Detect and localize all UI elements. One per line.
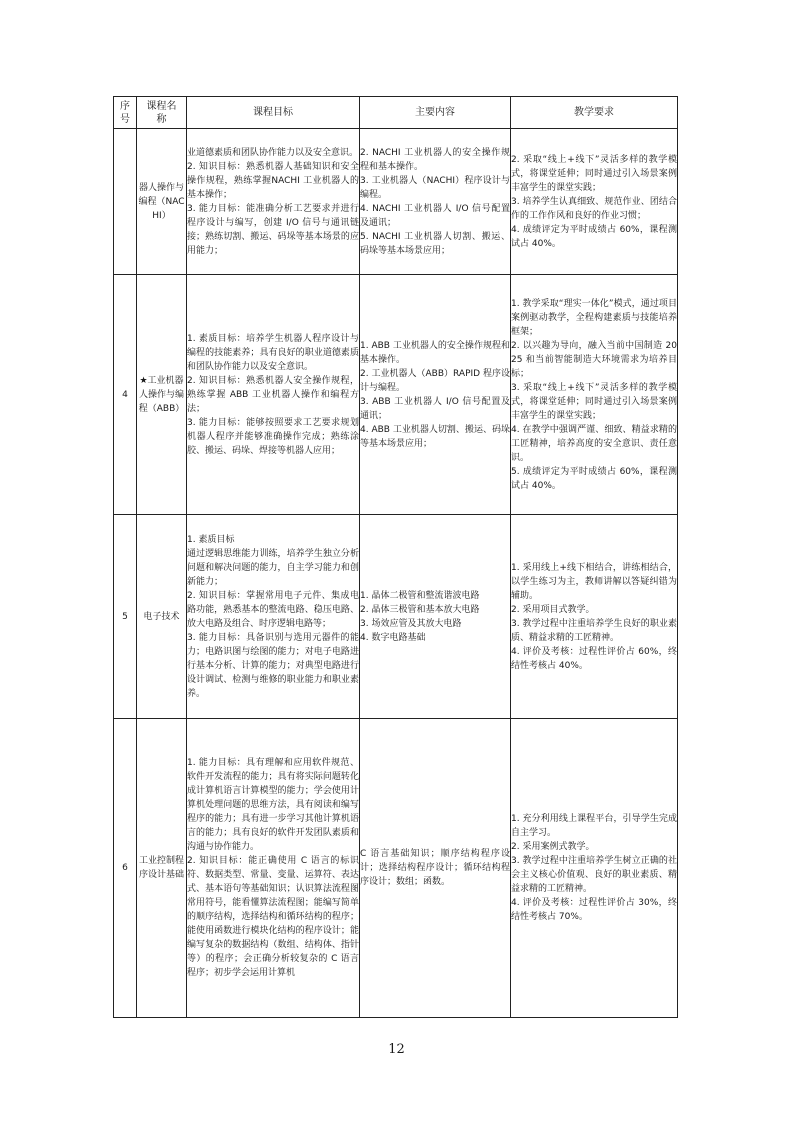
content-line: C 语言基础知识；顺序结构程序设计；选择结构程序设计；循环结构程序设计；数组；函数。 (360, 849, 510, 887)
row-number: 4 (114, 275, 137, 515)
row-number: 6 (114, 719, 137, 1018)
course-goal (187, 129, 360, 275)
req-line: 1. 采用线上+线下相结合，讲练相结合，以学生练习为主，教师讲解以答疑纠错为辅助。 (511, 562, 677, 601)
course-requirements (511, 719, 678, 1018)
goal-line: 3. 能力目标：能准确分析工艺要求并进行程序设计与编写，创建 I/O 信号与通讯链接；熟练切割、搬运、码垛等基本场景的应用能力； (187, 203, 359, 256)
content-line: 3. 场效应管及其放大电路 (360, 618, 462, 629)
course-content (360, 129, 511, 275)
course-requirements (511, 275, 678, 515)
content-line: 1. 晶体二极管和整流谐波电路 (360, 590, 480, 601)
goal-line: 1. 能力目标：具有理解和应用软件规范、软件开发流程的能力；具有将实际问题转化成计算机语言计算模型的能力；学会使用计算机处理问题的思维方法，具有阅读和编写程序的能力；具有进一步学习其他计算机语言的能力；具有良好的软件开发团队素质和沟通与协作能力。 (187, 758, 359, 852)
course-name: 器人操作与编程（NACHI） (137, 129, 187, 275)
goal-line: 2. 知识目标：掌握常用电子元件、集成电路功能，熟悉基本的整流电路、稳压电路、放大电路及组合、时序逻辑电路等； (187, 590, 359, 629)
course-content (360, 515, 511, 719)
course-table (113, 96, 678, 1018)
course-requirements (511, 129, 678, 275)
req-line: 4. 在教学中强调严谨、细致、精益求精的工匠精神，培养高度的安全意识、责任意识。 (511, 424, 677, 463)
goal-line: 3. 能力目标：具备识别与选用元器件的能力；电路识图与绘图的能力；对电子电路进行基本分析、计算的能力；对典型电路进行设计调试、检测与维修的职业能力和职业素养。 (187, 632, 359, 699)
req-line: 3. 采取“线上+线下”灵活多样的教学模式，将课堂延伸；同时通过引入场景案例丰富学生的课堂实践； (511, 382, 677, 421)
req-line: 4. 评价及考核：过程性评价占 60%，终结性考核占 40%。 (511, 646, 677, 671)
table-row (114, 275, 678, 515)
req-line: 3. 教学过程中注重培养学生良好的职业素质、精益求精的工匠精神。 (511, 618, 677, 643)
course-requirements (511, 515, 678, 719)
goal-line: 3. 能力目标：能够按照要求工艺要求规划机器人程序并能够准确操作完成；熟练涂胶、搬运、码垛、焊接等机器人应用； (187, 417, 359, 456)
course-content (360, 719, 511, 1018)
req-line: 2. 以兴趣为导向，融入当前中国制造 2025 和当前智能制造大环境需求为培养目标； (511, 340, 677, 379)
req-line: 1. 充分利用线上课程平台，引导学生完成自主学习。 (511, 814, 677, 838)
table-row (114, 129, 678, 275)
header-content: 主要内容 (360, 97, 511, 129)
course-content (360, 275, 511, 515)
header-req: 教学要求 (511, 97, 678, 129)
goal-line: 2. 知识目标：熟悉机器人安全操作规程，熟练掌握 ABB 工业机器人操作和编程方法； (187, 375, 359, 414)
req-line: 3. 培养学生认真细致、规范作业、团结合作的工作作风和良好的作业习惯； (511, 196, 677, 221)
content-line: 4. ABB 工业机器人切割、搬运、码垛等基本场景应用； (360, 424, 510, 449)
content-line: 4. 数字电路基础 (360, 632, 426, 643)
req-line: 5. 成绩评定为平时成绩占 60%，课程测试占 40%。 (511, 466, 677, 491)
req-line: 3. 教学过程中注重培养学生树立正确的社会主义核心价值观、良好的职业素质、精益求精的工匠精神。 (511, 856, 677, 894)
goal-line: 2. 知识目标：能正确使用 C 语言的标识符、数据类型、常量、变量、运算符、表达式、基本语句等基础知识；认识算法流程图常用符号，能看懂算法流程图；能编写简单的顺序结构，选择结构和循环结构的程序；能使用函数进行模块化结构的程序设计；能编写复杂的数据结构（数组、结构体、指针等）的程序；会正确分析较复杂的 C 语言程序；初步学会运用计算机 (187, 856, 359, 978)
header-no: 序号 (114, 97, 137, 129)
content-line: 1. ABB 工业机器人的安全操作规程和基本操作。 (360, 340, 510, 365)
course-name: 工业控制程序设计基础 (137, 719, 187, 1018)
content-line: 4. NACHI 工业机器人 I/O 信号配置及通讯； (360, 203, 510, 228)
content-line: 2. 工业机器人（ABB）RAPID 程序设计与编程。 (360, 368, 510, 393)
table-row (114, 719, 678, 1018)
content-line: 2. NACHI 工业机器人的安全操作规程和基本操作。 (360, 147, 510, 172)
req-line: 4. 评价及考核：过程性评价占 30%，终结性考核占 70%。 (511, 898, 677, 922)
goal-line: 1. 素质目标 (187, 534, 235, 545)
content-line: 3. 工业机器人（NACHI）程序设计与编程。 (360, 175, 510, 200)
goal-line: 业道德素质和团队协作能力以及安全意识。 (187, 147, 359, 158)
content-line: 5. NACHI 工业机器人切割、搬运、码垛等基本场景应用； (360, 231, 510, 256)
course-name: 电子技术 (137, 515, 187, 719)
req-line: 4. 成绩评定为平时成绩占 60%，课程测试占 40%。 (511, 224, 677, 249)
table-row (114, 515, 678, 719)
header-name: 课程名称 (137, 97, 187, 129)
table-header-row (114, 97, 678, 129)
req-line: 1. 教学采取“理实一体化”模式，通过项目案例驱动教学，全程构建素质与技能培养框架； (511, 298, 677, 337)
course-name: ★工业机器人操作与编程（ABB） (137, 275, 187, 515)
course-goal (187, 719, 360, 1018)
course-goal (187, 515, 360, 719)
row-number (114, 129, 137, 275)
req-line: 2. 采用案例式教学。 (511, 842, 595, 852)
goal-line: 1. 素质目标：培养学生机器人程序设计与编程的技能素养；具有良好的职业道德素质和团队协作能力以及安全意识。 (187, 333, 359, 372)
content-line: 2. 晶体三极管和基本放大电路 (360, 604, 480, 615)
page-number: 12 (388, 1042, 405, 1057)
row-number: 5 (114, 515, 137, 719)
goal-line: 通过逻辑思维能力训练，培养学生独立分析问题和解决问题的能力，自主学习能力和创新能力； (187, 548, 359, 587)
goal-line: 2. 知识目标：熟悉机器人基础知识和安全操作规程，熟练掌握NACHI 工业机器人的基本操作； (187, 161, 359, 200)
header-goal: 课程目标 (187, 97, 360, 129)
course-goal (187, 275, 360, 515)
content-line: 3. ABB 工业机器人 I/O 信号配置及通讯； (360, 396, 510, 421)
req-line: 2. 采取“线上+线下”灵活多样的教学模式，将课堂延伸；同时通过引入场景案例丰富学生的课堂实践； (511, 154, 677, 193)
req-line: 2. 采用项目式教学。 (511, 604, 595, 615)
